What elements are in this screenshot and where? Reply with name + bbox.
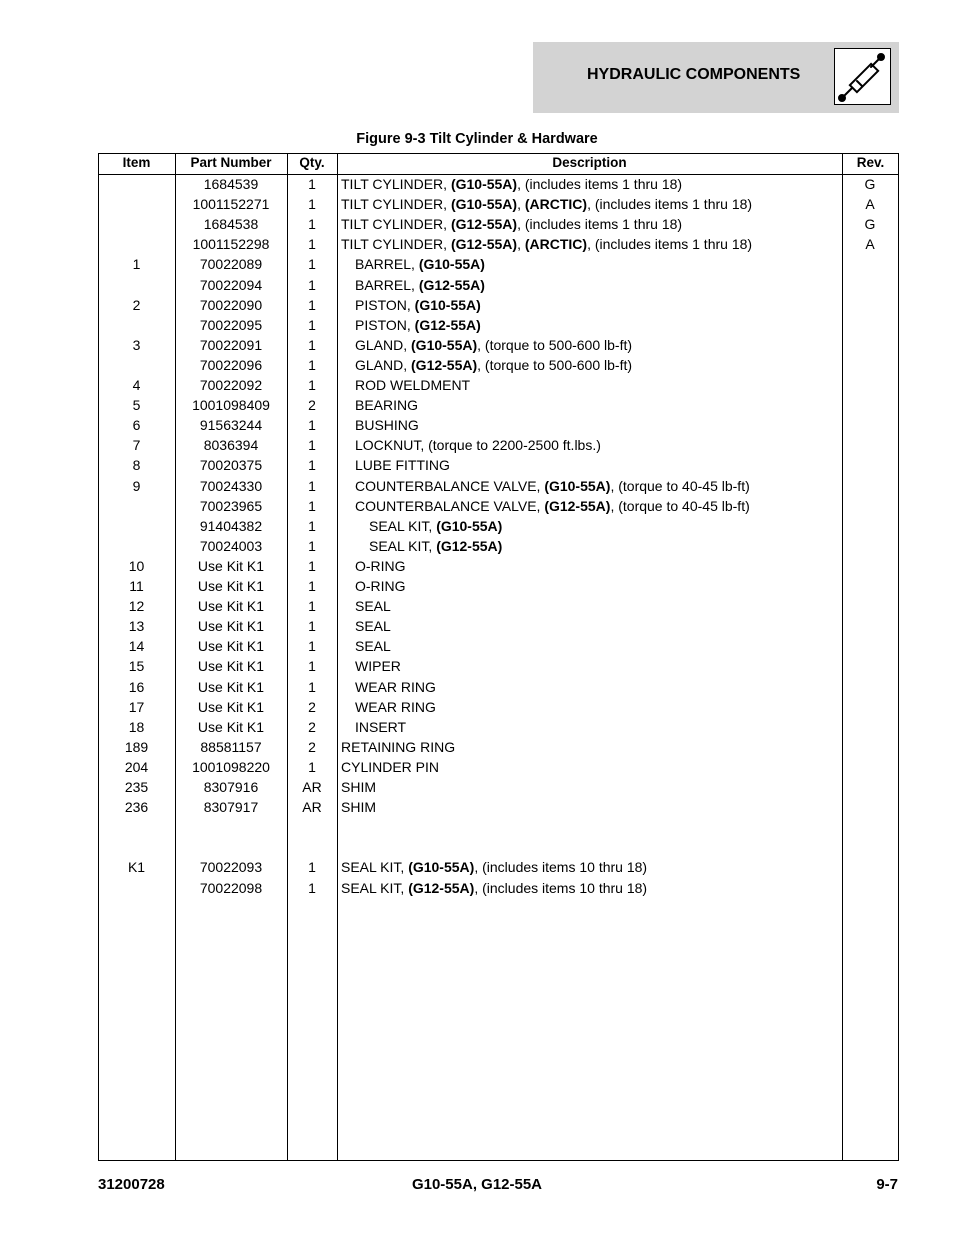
hydraulic-cylinder-icon bbox=[834, 48, 891, 105]
description bbox=[341, 596, 855, 616]
table-row bbox=[98, 576, 899, 596]
description-text: COUNTERBALANCE VALVE, bbox=[355, 477, 545, 494]
quantity: 1 bbox=[308, 517, 316, 534]
description-model: (ARCTIC) bbox=[524, 236, 588, 253]
table-row bbox=[98, 556, 899, 576]
description bbox=[341, 315, 855, 335]
part-number: 70020375 bbox=[199, 457, 263, 474]
section-title: HYDRAULIC COMPONENTS bbox=[587, 66, 801, 83]
description bbox=[341, 335, 855, 355]
item-number: 15 bbox=[128, 658, 145, 675]
description bbox=[341, 476, 855, 496]
description-text: ROD WELDMENT bbox=[355, 377, 471, 393]
quantity: 2 bbox=[308, 738, 316, 755]
description-text: , bbox=[517, 196, 525, 213]
table-row bbox=[98, 234, 899, 254]
description bbox=[341, 395, 855, 415]
description bbox=[341, 174, 841, 194]
table-row bbox=[98, 335, 899, 355]
part-number: 1684539 bbox=[203, 176, 259, 192]
figure-title: Figure 9-3 Tilt Cylinder & Hardware bbox=[356, 131, 598, 147]
description bbox=[341, 576, 855, 596]
description-text: O-RING bbox=[355, 578, 406, 594]
table-row bbox=[98, 395, 899, 415]
part-number: 70024003 bbox=[199, 537, 263, 554]
quantity: 1 bbox=[308, 758, 316, 775]
table-row bbox=[98, 878, 899, 898]
description bbox=[341, 737, 841, 757]
table-row bbox=[98, 636, 899, 656]
description-text: , (includes items 10 thru 18) bbox=[474, 859, 648, 876]
part-number: Use Kit K1 bbox=[197, 638, 265, 655]
item-number: 2 bbox=[132, 296, 141, 313]
item-number: 16 bbox=[128, 678, 145, 695]
part-number: 70023965 bbox=[199, 497, 263, 514]
description-model: (G10-55A) bbox=[414, 296, 481, 313]
description-text: PISTON, bbox=[355, 296, 415, 313]
description-text: TILT CYLINDER, bbox=[341, 196, 451, 213]
description-model: (G12-55A) bbox=[418, 276, 485, 293]
description-text: SEAL KIT, bbox=[369, 537, 437, 554]
table-row bbox=[98, 214, 899, 234]
table-row bbox=[98, 355, 899, 375]
table-row bbox=[98, 837, 899, 857]
description bbox=[341, 636, 855, 656]
part-number: 70022092 bbox=[199, 377, 263, 393]
description bbox=[341, 697, 855, 717]
column-header-rev: Rev. bbox=[856, 155, 885, 170]
table-row bbox=[98, 174, 899, 194]
item-number: 5 bbox=[132, 397, 141, 414]
quantity: 2 bbox=[308, 397, 316, 414]
description bbox=[341, 435, 855, 455]
description-text: PISTON, bbox=[355, 316, 415, 333]
quantity: 1 bbox=[308, 638, 316, 655]
revision: G bbox=[864, 176, 876, 192]
description bbox=[341, 275, 855, 295]
description-text: LUBE FITTING bbox=[355, 457, 450, 474]
part-number: 70022090 bbox=[199, 296, 263, 313]
description bbox=[341, 295, 855, 315]
column-header-qty: Qty. bbox=[299, 155, 325, 170]
description bbox=[341, 516, 869, 536]
description bbox=[341, 415, 855, 435]
part-number: 70022093 bbox=[199, 859, 263, 876]
table-row bbox=[98, 797, 899, 817]
quantity: 1 bbox=[308, 537, 316, 554]
description-text: , (torque to 500-600 lb-ft) bbox=[477, 336, 633, 353]
item-number: K1 bbox=[127, 859, 146, 876]
description-text: TILT CYLINDER, bbox=[341, 236, 451, 253]
description-model: (G12-55A) bbox=[544, 497, 611, 514]
table-row bbox=[98, 737, 899, 757]
table-row bbox=[98, 677, 899, 697]
description-text: BUSHING bbox=[355, 417, 419, 434]
description-text: CYLINDER PIN bbox=[341, 758, 440, 775]
description-text: TILT CYLINDER, bbox=[341, 216, 451, 233]
table-row bbox=[98, 817, 899, 837]
description-text: SEAL bbox=[355, 638, 391, 655]
part-number: 8307916 bbox=[203, 779, 259, 795]
quantity: 1 bbox=[308, 457, 316, 474]
description bbox=[341, 797, 841, 817]
description-text: COUNTERBALANCE VALVE, bbox=[355, 497, 545, 514]
quantity: 2 bbox=[308, 718, 316, 735]
item-number: 17 bbox=[128, 698, 145, 715]
description-model: (G10-55A) bbox=[450, 176, 518, 192]
part-number: 70022091 bbox=[199, 336, 263, 353]
item-number: 235 bbox=[124, 779, 149, 795]
description bbox=[341, 717, 855, 737]
column-header-part-number: Part Number bbox=[190, 155, 272, 170]
quantity: 1 bbox=[308, 417, 316, 434]
part-number: 8036394 bbox=[203, 437, 259, 454]
description-text: SHIM bbox=[341, 799, 376, 816]
part-number: Use Kit K1 bbox=[197, 718, 265, 735]
quantity: 1 bbox=[308, 336, 316, 353]
footer-model: G10-55A, G12-55A bbox=[411, 1176, 543, 1193]
table-row bbox=[98, 857, 899, 877]
quantity: 1 bbox=[308, 859, 316, 876]
item-number: 13 bbox=[128, 618, 145, 635]
description-model: (G12-55A) bbox=[414, 316, 481, 333]
description-text: , (torque to 500-600 lb-ft) bbox=[477, 356, 633, 373]
part-number: 70022098 bbox=[199, 879, 263, 896]
item-number: 204 bbox=[124, 758, 149, 775]
part-number: Use Kit K1 bbox=[197, 698, 265, 715]
table-row bbox=[98, 536, 899, 556]
quantity: 1 bbox=[308, 236, 316, 253]
part-number: 70022096 bbox=[199, 356, 263, 373]
description bbox=[341, 656, 855, 676]
description-text: WEAR RING bbox=[355, 678, 436, 695]
part-number: 91563244 bbox=[199, 417, 263, 434]
revision: A bbox=[865, 236, 875, 253]
description-model: (G12-55A) bbox=[411, 356, 478, 373]
quantity: 1 bbox=[308, 196, 316, 213]
quantity: 1 bbox=[308, 879, 316, 896]
column-header-description: Description bbox=[552, 155, 627, 170]
description-text: GLAND, bbox=[355, 356, 412, 373]
part-number: 1001152298 bbox=[192, 236, 270, 253]
item-number: 8 bbox=[132, 457, 141, 474]
table-row bbox=[98, 777, 899, 797]
quantity: 2 bbox=[308, 698, 316, 715]
description bbox=[341, 616, 855, 636]
item-number: 9 bbox=[132, 477, 141, 494]
quantity: 1 bbox=[308, 216, 316, 233]
quantity: 1 bbox=[308, 618, 316, 635]
part-number: Use Kit K1 bbox=[197, 557, 265, 574]
item-number: 189 bbox=[124, 738, 149, 755]
description-model: (G12-55A) bbox=[408, 879, 475, 896]
quantity: 1 bbox=[308, 296, 316, 313]
quantity: 1 bbox=[308, 256, 316, 273]
quantity: 1 bbox=[308, 598, 316, 615]
description-model: (G12-55A) bbox=[436, 537, 503, 554]
table-row bbox=[98, 697, 899, 717]
quantity: AR bbox=[302, 779, 322, 795]
description-model: (G10-55A) bbox=[418, 256, 485, 273]
part-number: 1001098220 bbox=[192, 758, 270, 775]
part-number: Use Kit K1 bbox=[197, 618, 265, 635]
part-number: 70022094 bbox=[199, 276, 263, 293]
part-number: Use Kit K1 bbox=[197, 578, 265, 594]
table-row bbox=[98, 516, 899, 536]
description bbox=[341, 556, 855, 576]
quantity: 1 bbox=[308, 658, 316, 675]
description bbox=[341, 878, 841, 898]
part-number: 88581157 bbox=[200, 738, 262, 755]
description-text: SHIM bbox=[341, 779, 376, 795]
item-number: 12 bbox=[128, 598, 145, 615]
revision: A bbox=[865, 196, 875, 213]
description bbox=[341, 455, 855, 475]
item-number: 14 bbox=[128, 638, 145, 655]
description-text: SEAL KIT, bbox=[341, 859, 409, 876]
quantity: 1 bbox=[308, 477, 316, 494]
description-text: WEAR RING bbox=[355, 698, 436, 715]
part-number: 70022095 bbox=[199, 316, 263, 333]
part-number: Use Kit K1 bbox=[197, 678, 265, 695]
description bbox=[341, 857, 841, 877]
item-number: 236 bbox=[124, 799, 149, 816]
description-text: BARREL, bbox=[355, 276, 419, 293]
description-model: (G12-55A) bbox=[450, 216, 518, 233]
item-number: 3 bbox=[132, 336, 141, 353]
description-model: (G10-55A) bbox=[544, 477, 611, 494]
revision: G bbox=[864, 216, 876, 233]
part-number: 70022089 bbox=[199, 256, 263, 273]
description-text: , (includes items 10 thru 18) bbox=[474, 879, 648, 896]
item-number: 6 bbox=[132, 417, 141, 434]
item-number: 10 bbox=[128, 557, 145, 574]
description-text: WIPER bbox=[355, 658, 401, 675]
description-text: , (includes items 1 thru 18) bbox=[587, 236, 753, 253]
quantity: 1 bbox=[308, 578, 316, 594]
footer-document-number: 31200728 bbox=[98, 1176, 165, 1193]
description-text: , (torque to 40-45 lb-ft) bbox=[610, 477, 750, 494]
description-model: (G10-55A) bbox=[408, 859, 475, 876]
part-number: 70024330 bbox=[199, 477, 263, 494]
table-row bbox=[98, 415, 899, 435]
description-text: INSERT bbox=[355, 718, 407, 735]
part-number: 1001098409 bbox=[192, 397, 270, 414]
table-row bbox=[98, 375, 899, 395]
description-text: GLAND, bbox=[355, 336, 412, 353]
item-number: 7 bbox=[132, 437, 141, 454]
description-text: , (torque to 40-45 lb-ft) bbox=[610, 497, 750, 514]
table-row bbox=[98, 596, 899, 616]
table-row bbox=[98, 455, 899, 475]
quantity: 1 bbox=[308, 557, 316, 574]
quantity: 1 bbox=[308, 377, 316, 393]
quantity: AR bbox=[302, 799, 322, 816]
description-text: , (includes items 1 thru 18) bbox=[517, 176, 683, 192]
item-number: 4 bbox=[132, 377, 141, 393]
item-number: 1 bbox=[132, 256, 141, 273]
item-number: 11 bbox=[129, 578, 144, 594]
table-row bbox=[98, 315, 899, 335]
description-model: (G10-55A) bbox=[411, 336, 478, 353]
description-text: O-RING bbox=[355, 557, 406, 574]
quantity: 1 bbox=[308, 497, 316, 514]
part-number: 1001152271 bbox=[192, 196, 270, 213]
description-text: LOCKNUT, (torque to 2200-2500 ft.lbs.) bbox=[355, 437, 601, 454]
description bbox=[341, 777, 841, 797]
description-text: BEARING bbox=[355, 397, 419, 414]
description bbox=[341, 536, 869, 556]
table-row bbox=[98, 275, 899, 295]
quantity: 1 bbox=[308, 176, 316, 192]
table-row bbox=[98, 435, 899, 455]
description bbox=[341, 355, 855, 375]
description-model: (G10-55A) bbox=[450, 196, 518, 213]
description bbox=[341, 496, 855, 516]
description-text: BARREL, bbox=[355, 256, 419, 273]
description bbox=[341, 375, 855, 395]
description-text: , bbox=[517, 236, 525, 253]
table-row bbox=[98, 757, 899, 777]
description-model: (G12-55A) bbox=[450, 236, 518, 253]
description-text: TILT CYLINDER, bbox=[341, 176, 451, 192]
table-row bbox=[98, 616, 899, 636]
table-row bbox=[98, 194, 899, 214]
description-text: RETAINING RING bbox=[341, 738, 456, 755]
description-text: , (includes items 1 thru 18) bbox=[517, 216, 683, 233]
quantity: 1 bbox=[308, 437, 316, 454]
footer-page-number: 9-7 bbox=[876, 1176, 898, 1193]
description-text: SEAL KIT, bbox=[369, 517, 437, 534]
item-number: 18 bbox=[128, 718, 145, 735]
part-number: 8307917 bbox=[203, 799, 259, 816]
description bbox=[341, 254, 855, 274]
description bbox=[341, 234, 841, 254]
quantity: 1 bbox=[308, 678, 316, 695]
table-row bbox=[98, 295, 899, 315]
description bbox=[341, 677, 855, 697]
description bbox=[341, 214, 841, 234]
description-model: (G10-55A) bbox=[436, 517, 503, 534]
description bbox=[341, 757, 841, 777]
quantity: 1 bbox=[308, 316, 316, 333]
description-model: (ARCTIC) bbox=[524, 196, 588, 213]
description-text: SEAL KIT, bbox=[341, 879, 409, 896]
table-row bbox=[98, 656, 899, 676]
part-number: 1684538 bbox=[203, 216, 259, 233]
description bbox=[341, 194, 841, 214]
table-row bbox=[98, 476, 899, 496]
description-text: SEAL bbox=[355, 618, 391, 635]
part-number: 91404382 bbox=[199, 517, 263, 534]
description-text: , (includes items 1 thru 18) bbox=[587, 196, 753, 213]
quantity: 1 bbox=[308, 356, 316, 373]
table-row bbox=[98, 496, 899, 516]
part-number: Use Kit K1 bbox=[197, 658, 265, 675]
column-header-item: Item bbox=[122, 155, 151, 170]
description-text: SEAL bbox=[355, 598, 391, 615]
quantity: 1 bbox=[308, 276, 316, 293]
table-row bbox=[98, 717, 899, 737]
part-number: Use Kit K1 bbox=[197, 598, 265, 615]
table-row bbox=[98, 254, 899, 274]
